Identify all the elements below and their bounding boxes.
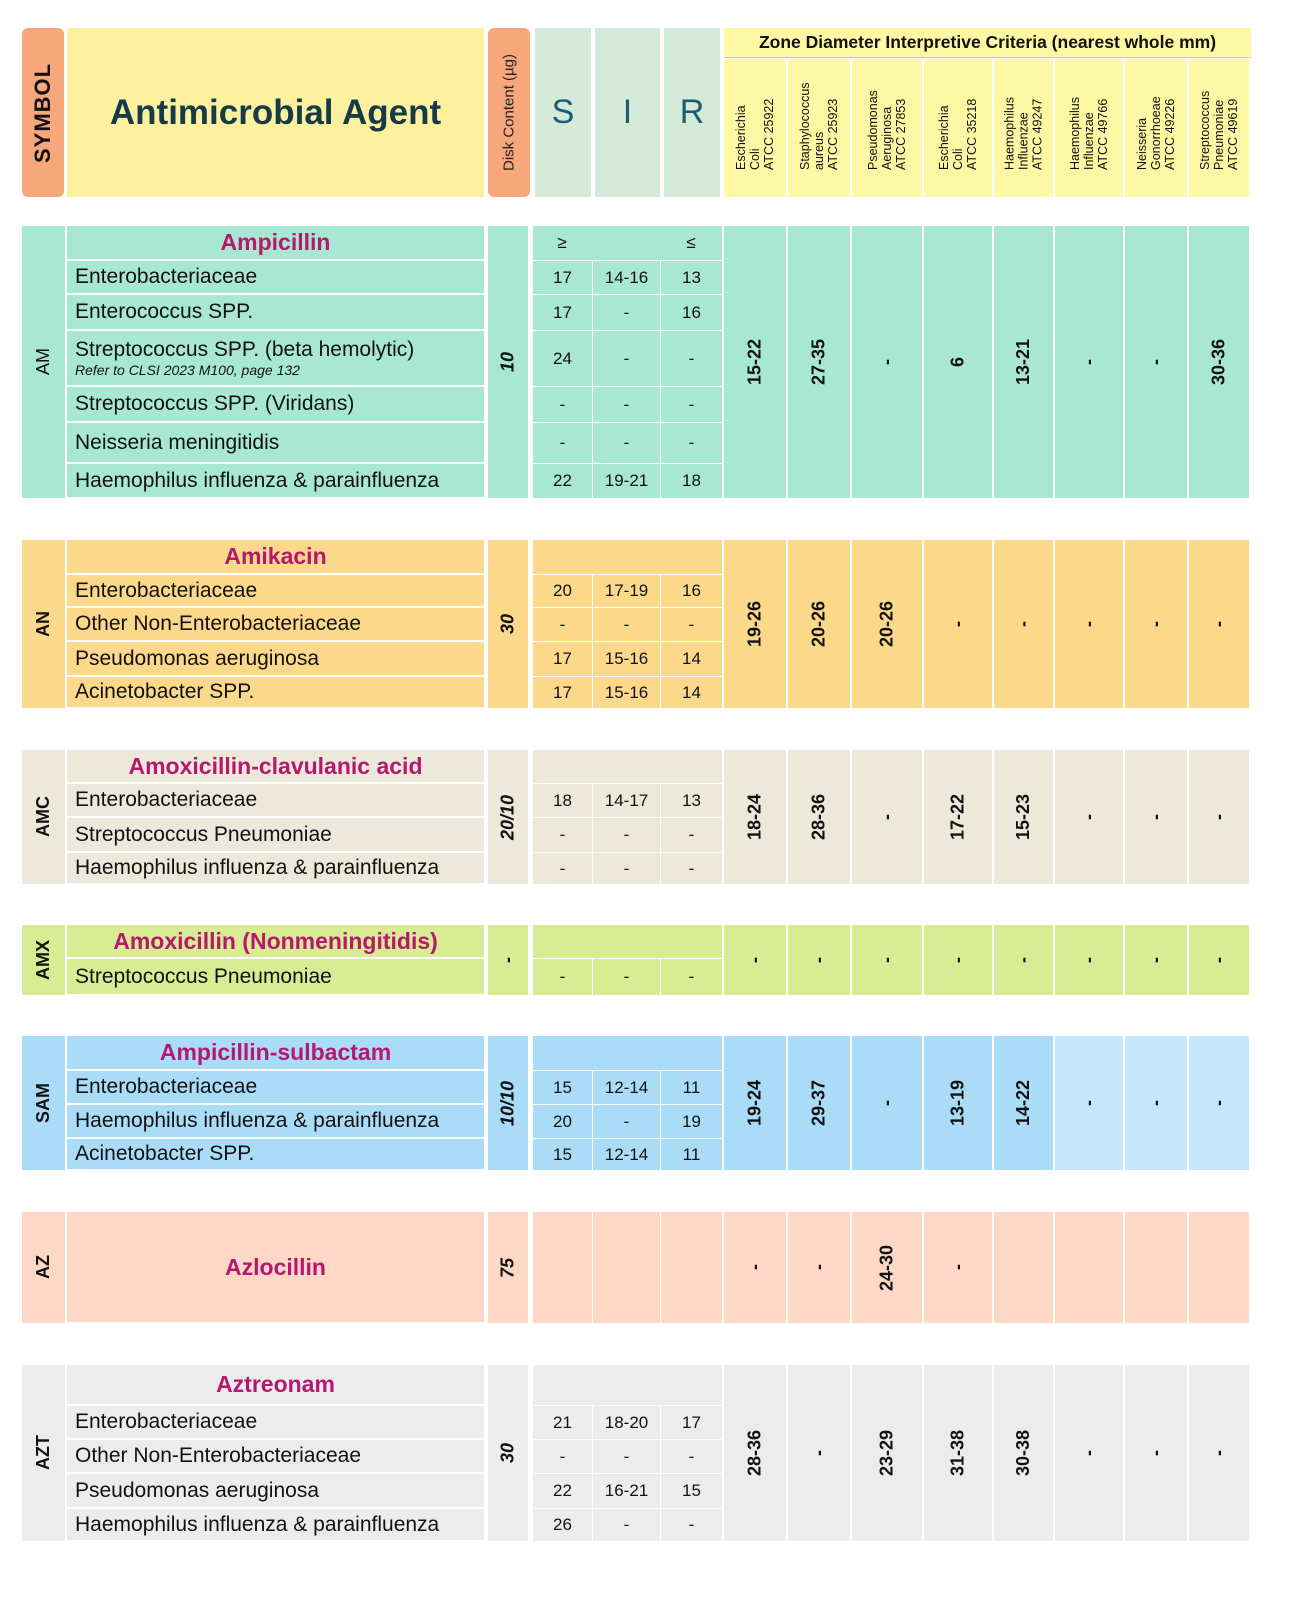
organism-row — [67, 463, 484, 498]
value-r: 14 — [660, 641, 722, 676]
zone-value — [994, 1212, 1053, 1323]
organism-header: Pseudomonas Aeruginosa ATCC 27853 — [866, 90, 908, 170]
value-i: - — [592, 852, 660, 884]
zone-value: 6 — [947, 357, 968, 368]
value-r: 19 — [660, 1104, 722, 1138]
disk-content: 75 — [497, 1257, 518, 1278]
organism-name: Streptococcus Pneumoniae — [75, 964, 332, 988]
zone-value: - — [1145, 1100, 1166, 1106]
zone-value: - — [1208, 957, 1229, 963]
value-i: - — [592, 607, 660, 641]
organism-name: Haemophilus influenza & parainfluenza — [75, 468, 440, 492]
organism-name: Haemophilus influenza & parainfluenza — [75, 856, 440, 879]
zone-value: 15-22 — [744, 338, 765, 386]
value-i: - — [592, 1508, 660, 1541]
zone-value: - — [744, 957, 765, 963]
zone-value: 13-21 — [1013, 338, 1033, 386]
zone-value: - — [1145, 814, 1166, 820]
value-i: 16-21 — [592, 1473, 660, 1508]
zone-value: 14-22 — [1013, 1079, 1033, 1127]
organism-header: Haemophilus Influenzae ATCC 49247 — [1002, 97, 1045, 170]
agent-name: Amoxicillin (Nonmeningitidis) — [67, 925, 484, 958]
organism-row — [67, 817, 484, 852]
organism-name: Pseudomonas aeruginosa — [75, 646, 320, 670]
header-s: S — [535, 28, 591, 197]
organism-row — [67, 294, 484, 330]
value-i: 12-14 — [592, 1070, 660, 1104]
sir-label-row — [532, 750, 722, 783]
organism-row — [67, 260, 484, 294]
value-r: 11 — [660, 1138, 722, 1170]
organism-row — [67, 641, 484, 676]
zone-value: - — [876, 814, 897, 820]
sir-label-row — [532, 1365, 722, 1405]
value-s: 26 — [532, 1508, 592, 1541]
zone-value: - — [1208, 814, 1229, 820]
value-r: - — [660, 958, 722, 995]
value-i: - — [592, 422, 660, 463]
zone-value: 18-24 — [744, 793, 765, 841]
zone-value: - — [808, 1450, 829, 1456]
zone-value: 31-38 — [947, 1429, 968, 1477]
organism-name: Haemophilus influenza & parainfluenza — [75, 1512, 440, 1536]
organism-row — [67, 422, 484, 463]
value-i-cell — [592, 1212, 660, 1323]
organism-name: Enterococcus SPP. — [75, 300, 254, 323]
zone-value: - — [947, 1264, 968, 1271]
value-i: 18-20 — [592, 1405, 660, 1439]
value-r: 13 — [660, 260, 722, 294]
value-s: 18 — [532, 783, 592, 817]
value-i: - — [592, 294, 660, 330]
zone-value: - — [1078, 814, 1099, 820]
value-i: 19-21 — [592, 463, 660, 498]
value-r: 17 — [660, 1405, 722, 1439]
value-s: 24 — [532, 330, 592, 386]
organism-row — [67, 958, 484, 995]
header-r: R — [664, 28, 720, 197]
value-s-cell — [532, 1212, 592, 1323]
zone-value: 13-19 — [947, 1079, 968, 1127]
value-i: 14-16 — [592, 260, 660, 294]
zone-value: - — [1078, 359, 1099, 365]
zone-value: - — [1145, 957, 1166, 963]
zone-value: - — [808, 957, 829, 963]
group-symbol: SAM — [33, 1083, 53, 1123]
organism-name: Haemophilus influenza & parainfluenza — [75, 1109, 440, 1132]
zone-title: Zone Diameter Interpretive Criteria (nearest whole mm) — [724, 28, 1251, 58]
agent-name: Ampicillin-sulbactam — [67, 1036, 484, 1070]
group-symbol: AM — [33, 348, 53, 376]
value-r: 11 — [660, 1070, 722, 1104]
zone-value: - — [876, 1100, 897, 1106]
value-r-cell — [660, 1212, 722, 1323]
zone-value: 19-24 — [744, 1079, 765, 1127]
value-r: - — [660, 852, 722, 884]
zone-value: - — [1078, 621, 1099, 627]
zone-value — [1125, 1212, 1187, 1323]
value-i: 14-17 — [592, 783, 660, 817]
sir-label-row — [532, 1036, 722, 1070]
organism-row — [67, 852, 484, 884]
organism-row — [67, 330, 484, 386]
organism-row — [67, 1439, 484, 1473]
organism-name: Enterobacteriaceae — [75, 1075, 258, 1098]
zone-value: - — [1208, 1450, 1229, 1456]
value-r: - — [660, 386, 722, 422]
value-s: - — [532, 958, 592, 995]
value-i: 17-19 — [592, 574, 660, 607]
agent-name: Amoxicillin-clavulanic acid — [67, 750, 484, 783]
organism-name: Other Non-Enterobacteriaceae — [75, 612, 361, 635]
header-i: I — [595, 28, 660, 197]
value-s: - — [532, 607, 592, 641]
organism-row — [67, 386, 484, 422]
sir-label-row — [532, 925, 722, 958]
value-s: - — [532, 852, 592, 884]
organism-row — [67, 1508, 484, 1541]
group-symbol: AZ — [33, 1255, 53, 1280]
organism-name: Streptococcus Pneumoniae — [75, 822, 332, 846]
value-r: 15 — [660, 1473, 722, 1508]
group-symbol: AMX — [33, 940, 53, 980]
greater-equal-symbol: ≥ — [557, 233, 567, 252]
value-s: 15 — [532, 1070, 592, 1104]
zone-value: - — [876, 359, 897, 365]
zone-value — [1055, 1212, 1123, 1323]
organism-row — [67, 676, 484, 708]
value-i: - — [592, 958, 660, 995]
zone-value: - — [1145, 621, 1166, 627]
value-r: - — [660, 330, 722, 386]
organism-header: Haemophilus Influenzae ATCC 49766 — [1068, 97, 1110, 170]
disk-content: 10 — [497, 351, 518, 373]
organism-note: Refer to CLSI 2023 M100, page 132 — [75, 362, 300, 378]
organism-row — [67, 607, 484, 641]
zone-value: 15-23 — [1013, 793, 1033, 841]
zone-value: - — [1013, 621, 1033, 627]
zone-value: 30-38 — [1013, 1429, 1033, 1477]
zone-value: - — [947, 957, 968, 963]
organism-name: Enterobacteriaceae — [75, 578, 258, 602]
value-s: 21 — [532, 1405, 592, 1439]
value-s: 20 — [532, 1104, 592, 1138]
organism-row — [67, 783, 484, 817]
zone-value: 17-22 — [947, 793, 968, 841]
zone-value: 30-36 — [1208, 338, 1229, 386]
organism-row — [67, 1473, 484, 1508]
organism-name: Other Non-Enterobacteriaceae — [75, 1444, 361, 1467]
organism-name: Acinetobacter SPP. — [75, 680, 255, 703]
value-s: 17 — [532, 676, 592, 708]
value-s: 22 — [532, 1473, 592, 1508]
less-equal-symbol: ≤ — [686, 233, 696, 252]
value-r: - — [660, 607, 722, 641]
agent-name: Ampicillin — [67, 226, 484, 260]
value-i: - — [592, 386, 660, 422]
zone-value: - — [876, 957, 897, 963]
value-r: - — [660, 1508, 722, 1541]
zone-value: 29-37 — [808, 1079, 829, 1127]
organism-name: Acinetobacter SPP. — [75, 1142, 255, 1165]
zone-value: 20-26 — [808, 600, 829, 648]
value-s: - — [532, 1439, 592, 1473]
organism-name: Streptococcus SPP. (beta hemolytic) — [75, 338, 415, 361]
organism-name: Enterobacteriaceae — [75, 265, 258, 288]
organism-row — [67, 574, 484, 607]
value-s: 17 — [532, 641, 592, 676]
value-i: - — [592, 817, 660, 852]
value-s: - — [532, 817, 592, 852]
group-symbol: AN — [33, 611, 53, 637]
zone-value: 23-29 — [876, 1429, 897, 1477]
zone-value: - — [947, 621, 968, 627]
value-i: - — [592, 330, 660, 386]
sir-label-row — [532, 540, 722, 574]
organism-row — [67, 1104, 484, 1138]
disk-content: 20/10 — [497, 794, 518, 840]
value-i: - — [592, 1104, 660, 1138]
value-s: - — [532, 422, 592, 463]
zone-value: 27-35 — [808, 338, 829, 386]
value-r: 14 — [660, 676, 722, 708]
value-i: 15-16 — [592, 676, 660, 708]
value-s: 22 — [532, 463, 592, 498]
organism-row — [67, 1138, 484, 1170]
disk-content: - — [497, 957, 518, 963]
organism-header: Neisseria Gonorrhoeae ATCC 49226 — [1135, 96, 1177, 170]
zone-value: 19-26 — [744, 600, 765, 648]
zone-value: 28-36 — [744, 1429, 765, 1477]
organism-name: Enterobacteriaceae — [75, 1410, 258, 1433]
symbol-header: SYMBOL — [30, 62, 55, 163]
organism-name: Neisseria meningitidis — [75, 430, 280, 454]
group-symbol: AZT — [33, 1435, 53, 1471]
value-s: 17 — [532, 260, 592, 294]
value-r: 13 — [660, 783, 722, 817]
zone-value: - — [1145, 1450, 1166, 1456]
zone-value: 28-36 — [808, 793, 829, 841]
zone-value: - — [1078, 1450, 1099, 1456]
agent-name: Amikacin — [67, 540, 484, 574]
disk-content: 30 — [497, 1442, 518, 1464]
agent-header: Antimicrobial Agent — [67, 28, 484, 197]
agent-name: Azlocillin — [67, 1212, 484, 1323]
value-s: 15 — [532, 1138, 592, 1170]
value-r: 16 — [660, 294, 722, 330]
organism-header: Streptococcus Pneumoniae ATCC 49619 — [1198, 90, 1240, 170]
organism-name: Enterobacteriaceae — [75, 788, 258, 811]
organism-header: Staphylococcus aureus ATCC 25923 — [798, 82, 840, 170]
group-symbol: AMC — [33, 796, 53, 838]
value-i: - — [592, 1439, 660, 1473]
organism-row — [67, 1405, 484, 1439]
disk-header: Disk Content (µg) — [500, 54, 518, 172]
value-r: - — [660, 817, 722, 852]
value-i: 15-16 — [592, 641, 660, 676]
zone-value: - — [1208, 621, 1229, 627]
value-r: 18 — [660, 463, 722, 498]
value-r: 16 — [660, 574, 722, 607]
zone-value: - — [744, 1264, 765, 1271]
organism-name: Streptococcus SPP. (Viridans) — [75, 392, 355, 415]
value-s: - — [532, 386, 592, 422]
agent-name: Aztreonam — [67, 1365, 484, 1405]
zone-value: 24-30 — [876, 1244, 897, 1291]
value-r: - — [660, 1439, 722, 1473]
organism-header: Escherichia Coli ATCC 25922 — [734, 98, 776, 170]
disk-content: 30 — [497, 613, 518, 635]
zone-value: - — [808, 1264, 829, 1271]
value-r: - — [660, 422, 722, 463]
zone-value: - — [1013, 957, 1033, 963]
organism-row — [67, 1070, 484, 1104]
organism-header: Escherichia Coli ATCC 35218 — [937, 98, 979, 170]
organism-name: Pseudomonas aeruginosa — [75, 1478, 320, 1502]
value-s: 20 — [532, 574, 592, 607]
value-s: 17 — [532, 294, 592, 330]
zone-value: 20-26 — [876, 600, 897, 648]
zone-value: - — [1078, 1100, 1099, 1106]
zone-value: - — [1078, 957, 1099, 963]
zone-value — [1189, 1212, 1249, 1323]
zone-value: - — [1145, 359, 1166, 365]
zone-value: - — [1208, 1100, 1229, 1106]
value-i: 12-14 — [592, 1138, 660, 1170]
disk-content: 10/10 — [497, 1080, 518, 1126]
